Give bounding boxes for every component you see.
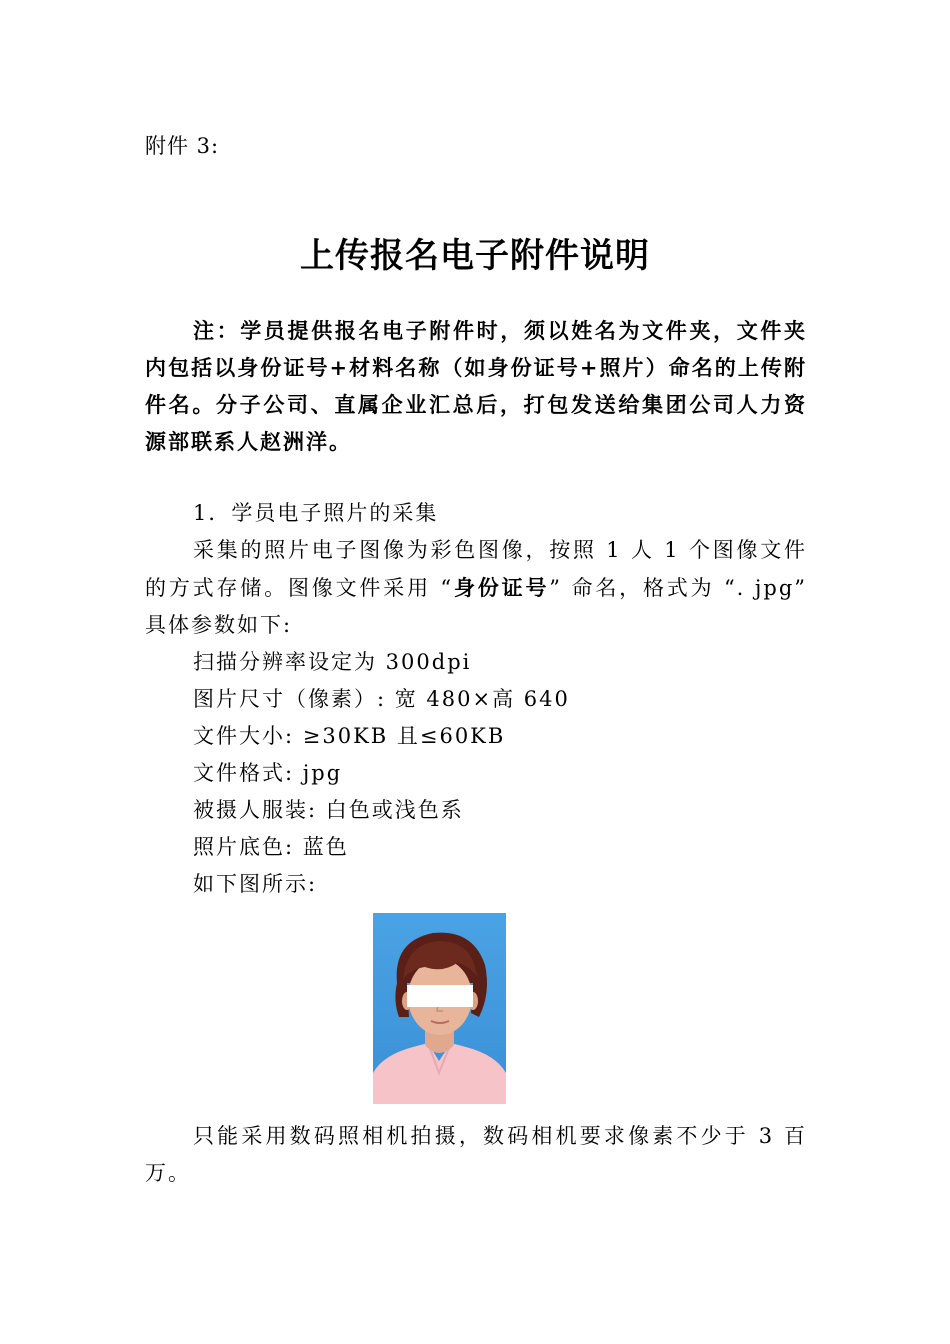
- param-file-size: 文件大小: ≥30KB 且≤60KB: [193, 724, 506, 748]
- sample-id-photo: [373, 913, 506, 1104]
- param-format: 文件格式: jpg: [193, 761, 343, 785]
- document-title: 上传报名电子附件说明: [300, 236, 650, 276]
- closing-paragraph: 只能采用数码照相机拍摄，数码相机要求像素不少于 3 百万。: [145, 1124, 807, 1185]
- section-intro: [145, 532, 807, 644]
- intro-bold-id-number: 身份证号: [453, 575, 550, 600]
- param-resolution: 扫描分辨率设定为 300dpi: [193, 650, 472, 674]
- intro-text-1: 采集的照片电子图像为彩色图像，按照 1 人 1 个图像文件的方式存储。图像文件采用 “: [145, 538, 807, 600]
- param-background: 照片底色: 蓝色: [193, 835, 349, 859]
- attachment-label: 附件 3:: [145, 134, 220, 158]
- section-heading: 1．学员电子照片的采集: [193, 501, 439, 525]
- intro-text-2: ” 命名，格式为 “. jpg” 具体参数如下:: [145, 576, 807, 637]
- param-clothing: 被摄人服装: 白色或浅色系: [193, 798, 464, 822]
- note-paragraph: 注：学员提供报名电子附件时，须以姓名为文件夹，文件夹内包括以身份证号+材料名称（如身份证号+照片）命名的上传附件名。分子公司、直属企业汇总后，打包发送给集团公司人力资源部联系人赵洲洋。: [145, 318, 807, 454]
- param-figure-ref: 如下图所示:: [193, 872, 318, 896]
- sample-photo-icon: [373, 913, 506, 1104]
- photo-section: [145, 495, 807, 903]
- param-size: 图片尺寸（像素）: 宽 480×高 640: [193, 687, 570, 711]
